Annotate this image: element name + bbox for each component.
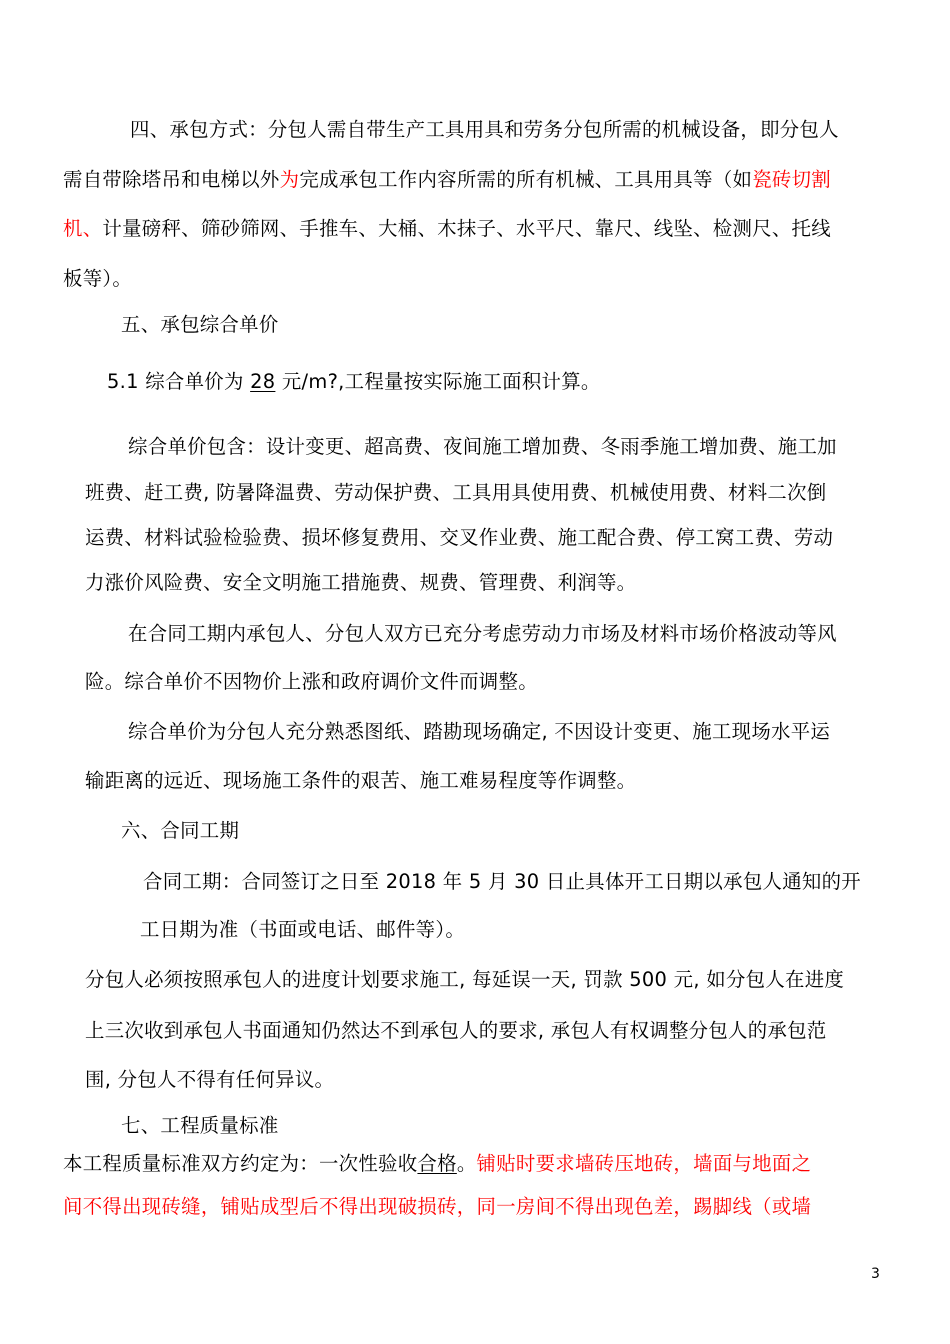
text-run: 需自带除塔吊和电梯以外 <box>63 168 280 191</box>
price-fixed-line-2: 输距离的远近、现场施工条件的艰苦、施工难易程度等作调整。 <box>85 769 637 792</box>
text-run: 完成承包工作内容所需的所有机械、工具用具等（如 <box>299 168 753 191</box>
price-value: 28 <box>250 370 276 393</box>
text-run: 计量磅秤、筛砂筛网、手推车、大桶、木抹子、水平尺、靠尺、线坠、检测尺、托线 <box>102 217 831 240</box>
contract-period-line-2: 工日期为准（书面或电话、邮件等）。 <box>140 918 466 941</box>
highlight-run: 铺贴时要求墙砖压地砖，墙面与地面之 <box>476 1152 812 1175</box>
section-7-heading: 七、工程质量标准 <box>121 1114 279 1137</box>
section-4-line-2 <box>63 166 831 194</box>
price-risk-line-2: 险。综合单价不因物价上涨和政府调价文件而调整。 <box>85 670 538 693</box>
included-costs-line-1: 综合单价包含：设计变更、超高费、夜间施工增加费、冬雨季施工增加费、施工加 <box>128 435 837 458</box>
text-run: 。 <box>456 1152 477 1175</box>
section-4-line-1: 四、承包方式：分包人需自带生产工具用具和劳务分包所需的机械设备，即分包人 <box>130 118 839 141</box>
section-4-line-3 <box>63 215 831 243</box>
page-number: 3 <box>871 1266 880 1282</box>
contract-period-line-1: 合同工期：合同签订之日至 2018 年 5 月 30 日止具体开工日期以承包人通知的开 <box>143 870 861 893</box>
delay-penalty-line-3: 围, 分包人不得有任何异议。 <box>85 1068 335 1091</box>
section-4-line-4: 板等）。 <box>63 267 133 290</box>
highlight-run: 为 <box>279 168 300 191</box>
section-5-heading: 五、承包综合单价 <box>121 313 279 336</box>
highlight-run: 瓷砖切割 <box>752 168 831 191</box>
delay-penalty-line-1: 分包人必须按照承包人的进度计划要求施工, 每延误一天, 罚款 500 元, 如分包人在进度 <box>85 968 845 991</box>
section-6-heading: 六、合同工期 <box>121 819 240 842</box>
quality-line-2: 间不得出现砖缝，铺贴成型后不得出现破损砖，同一房间不得出现色差，踢脚线（或墙 <box>63 1195 812 1218</box>
highlight-run: 机、 <box>63 217 103 240</box>
delay-penalty-line-2: 上三次收到承包人书面通知仍然达不到承包人的要求, 承包人有权调整分包人的承包范 <box>85 1019 827 1042</box>
text-run: 本工程质量标准双方约定为：一次性验收 <box>63 1152 418 1175</box>
included-costs-line-2: 班费、赶工费, 防暑降温费、劳动保护费、工具用具使用费、机械使用费、材料二次倒 <box>85 481 827 504</box>
text-run: 5.1 综合单价为 <box>107 370 251 393</box>
price-fixed-line-1: 综合单价为分包人充分熟悉图纸、踏勘现场确定, 不因设计变更、施工现场水平运 <box>128 720 831 743</box>
included-costs-line-3: 运费、材料试验检验费、损坏修复费用、交叉作业费、施工配合费、停工窝工费、劳动 <box>85 526 834 549</box>
price-risk-line-1: 在合同工期内承包人、分包人双方已充分考虑劳动力市场及材料市场价格波动等风 <box>128 622 837 645</box>
text-run: 元/m?,工程量按实际施工面积计算。 <box>275 370 601 393</box>
quality-line-1 <box>63 1150 811 1178</box>
unit-price-line <box>107 368 601 396</box>
qualified-underlined: 合格 <box>417 1152 457 1175</box>
included-costs-line-4: 力涨价风险费、安全文明施工措施费、规费、管理费、利润等。 <box>85 571 637 594</box>
